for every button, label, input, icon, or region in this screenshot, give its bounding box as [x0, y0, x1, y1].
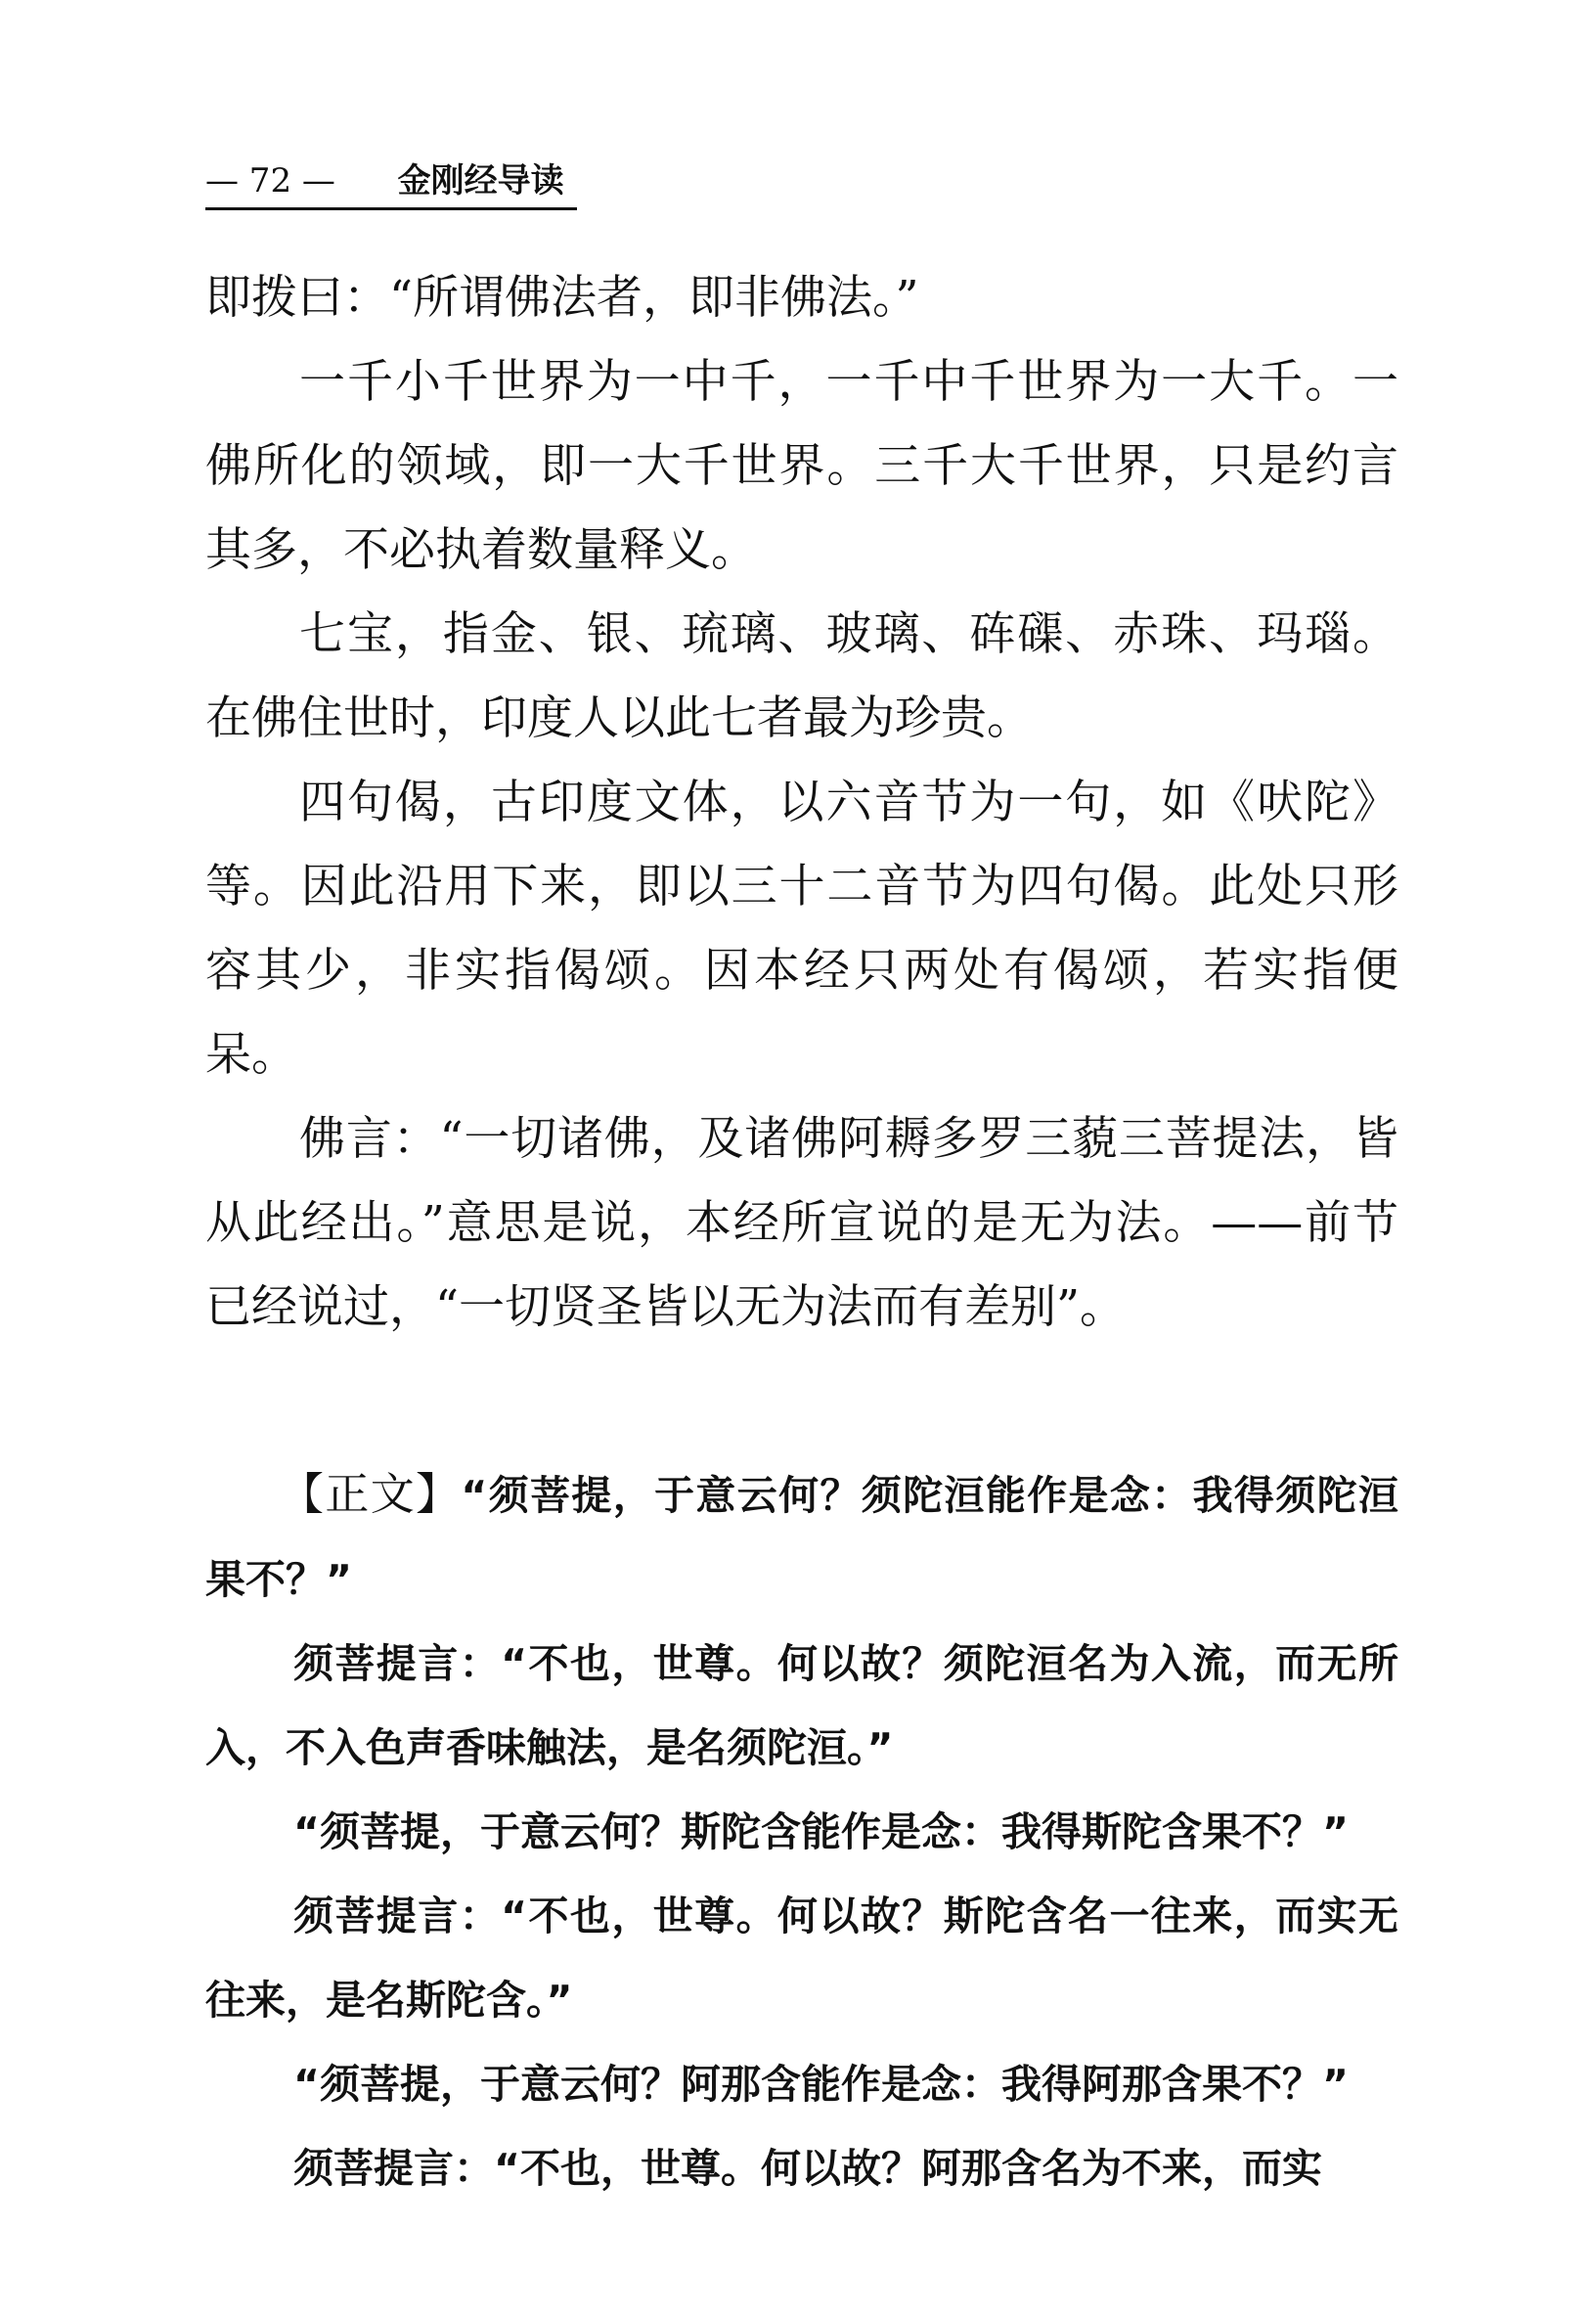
page-number: — 72 —	[205, 161, 335, 200]
main-text-paragraph: “须菩提，于意云何？阿那含能作是念：我得阿那含果不？”	[293, 2061, 1349, 2108]
commentary-paragraph: 一千小千世界为一中千，一千中千世界为一大千。一佛所化的领域，即一大千世界。三千大千世界，只是约言其多，不必执着数量释义。	[205, 355, 1398, 577]
main-text-label: 【正文】	[280, 1468, 462, 1520]
commentary-paragraph: 佛言：“一切诸佛，及诸佛阿耨多罗三藐三菩提法，皆从此经出。”意思是说，本经所宣说的是无为法。——前节已经说过，“一切贤圣皆以无为法而有差别”。	[205, 1112, 1398, 1334]
main-text-line: “须菩提，于意云何？须陀洹能作是念：我得须陀洹果不？”	[205, 1472, 1398, 1603]
main-text-paragraph: 须菩提言：“不也，世尊。何以故？须陀洹名为入流，而无所入，不入色声香味触法，是名须陀洹。”	[205, 1640, 1398, 1771]
header-rule	[205, 207, 577, 210]
main-text-paragraph: 须菩提言：“不也，世尊。何以故？阿那含名为不来，而实	[293, 2145, 1322, 2192]
main-text-paragraph: 须菩提言：“不也，世尊。何以故？斯陀含名一往来，而实无往来，是名斯陀含。”	[205, 1893, 1398, 2024]
commentary-paragraph: 七宝，指金、银、琉璃、玻璃、砗磲、赤珠、玛瑙。在佛住世时，印度人以此七者最为珍贵。	[205, 607, 1398, 745]
commentary-paragraph: 即拨曰：“所谓佛法者，即非佛法。”	[205, 271, 919, 325]
main-text-paragraph	[205, 1452, 1398, 1622]
commentary-section	[205, 256, 1398, 1350]
main-text-section	[205, 1452, 1398, 2210]
main-text-paragraph: “须菩提，于意云何？斯陀含能作是念：我得斯陀含果不？”	[293, 1808, 1349, 1855]
book-title: 金刚经导读	[397, 161, 564, 200]
running-header	[205, 156, 1389, 205]
commentary-paragraph: 四句偈，古印度文体，以六音节为一句，如《吠陀》等。因此沿用下来，即以三十二音节为四句偈。此处只形容其少，非实指偈颂。因本经只两处有偈颂，若实指便呆。	[205, 776, 1398, 1082]
